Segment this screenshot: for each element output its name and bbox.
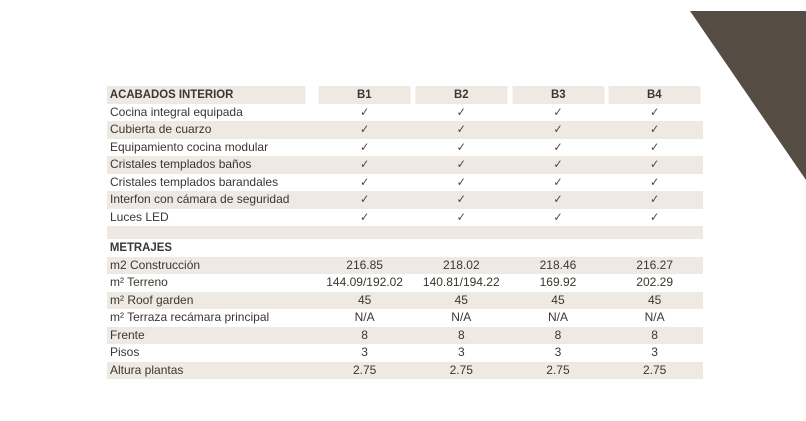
checkmark-icon: ✓ <box>316 191 413 209</box>
row-label: Cristales templados barandales <box>110 174 279 189</box>
checkmark-icon: ✓ <box>316 121 413 139</box>
checkmark-icon: ✓ <box>650 174 660 189</box>
row-label: Altura plantas <box>107 362 316 380</box>
cell-value: N/A <box>354 310 375 324</box>
checkmark-icon: ✓ <box>456 104 466 119</box>
table-row <box>107 327 703 345</box>
checkmark-icon: ✓ <box>553 139 563 154</box>
checkmark-icon: ✓ <box>360 104 370 119</box>
checkmark-icon: ✓ <box>360 139 370 154</box>
cell-value: 45 <box>510 292 607 310</box>
cell-value: N/A <box>547 310 568 324</box>
cell-value: 3 <box>651 345 658 359</box>
cell-value: 2.75 <box>606 362 703 380</box>
column-header-b4: B4 <box>609 86 701 104</box>
cell-value: 45 <box>413 292 510 310</box>
row-label: Frente <box>107 327 316 345</box>
cell-value: 216.85 <box>316 257 413 275</box>
row-label: Luces LED <box>110 209 169 224</box>
checkmark-icon: ✓ <box>360 209 370 224</box>
row-label: Interfon con cámara de seguridad <box>107 191 316 209</box>
checkmark-icon: ✓ <box>456 174 466 189</box>
table-row <box>107 257 703 275</box>
acabados-header-row <box>107 86 703 104</box>
table-row <box>107 139 703 157</box>
cell-value: 45 <box>606 292 703 310</box>
table-row <box>107 274 703 292</box>
table-row <box>107 309 703 327</box>
row-label: Equipamiento cocina modular <box>110 139 269 154</box>
table-row <box>107 362 703 380</box>
row-label: Cubierta de cuarzo <box>107 121 316 139</box>
row-label: Pisos <box>110 345 140 359</box>
row-label: m² Terreno <box>110 275 168 289</box>
cell-value: N/A <box>451 310 472 324</box>
acabados-section <box>107 86 703 226</box>
row-label: m2 Construcción <box>107 257 316 275</box>
row-label: m² Terraza recámara principal <box>110 310 270 324</box>
cell-value: 169.92 <box>539 275 577 289</box>
metrajes-header-row <box>107 239 703 257</box>
cell-value: 218.02 <box>413 257 510 275</box>
column-header-b1: B1 <box>319 86 411 104</box>
metrajes-section <box>107 226 703 379</box>
checkmark-icon: ✓ <box>553 174 563 189</box>
checkmark-icon: ✓ <box>606 121 703 139</box>
table-row <box>107 174 703 192</box>
table-row <box>107 104 703 122</box>
acabados-header: ACABADOS INTERIOR <box>107 86 306 104</box>
cell-value: 218.46 <box>510 257 607 275</box>
spec-table <box>107 86 703 379</box>
checkmark-icon: ✓ <box>413 191 510 209</box>
checkmark-icon: ✓ <box>650 139 660 154</box>
cell-value: 2.75 <box>413 362 510 380</box>
metrajes-header: METRAJES <box>109 240 172 254</box>
cell-value: 8 <box>316 327 413 345</box>
checkmark-icon: ✓ <box>456 209 466 224</box>
cell-value: 45 <box>316 292 413 310</box>
row-label: Cocina integral equipada <box>110 104 243 119</box>
cell-value: 3 <box>457 345 465 359</box>
cell-value: 2.75 <box>510 362 607 380</box>
cell-value: 202.29 <box>636 275 673 289</box>
column-header-b2: B2 <box>415 86 507 104</box>
divider-cell <box>107 226 703 239</box>
checkmark-icon: ✓ <box>510 121 607 139</box>
cell-value: 8 <box>606 327 703 345</box>
row-label: Cristales templados baños <box>107 156 316 174</box>
table-row <box>107 156 703 174</box>
table-row <box>107 292 703 310</box>
section-divider <box>107 226 703 239</box>
checkmark-icon: ✓ <box>650 209 660 224</box>
checkmark-icon: ✓ <box>606 156 703 174</box>
checkmark-icon: ✓ <box>360 174 370 189</box>
checkmark-icon: ✓ <box>510 156 607 174</box>
cell-value: 216.27 <box>606 257 703 275</box>
cell-value: N/A <box>644 310 665 324</box>
checkmark-icon: ✓ <box>316 156 413 174</box>
cell-value: 144.09/192.02 <box>326 275 403 289</box>
checkmark-icon: ✓ <box>553 209 563 224</box>
checkmark-icon: ✓ <box>510 191 607 209</box>
checkmark-icon: ✓ <box>413 156 510 174</box>
checkmark-icon: ✓ <box>650 104 660 119</box>
cell-value: 8 <box>413 327 510 345</box>
checkmark-icon: ✓ <box>413 121 510 139</box>
cell-value: 2.75 <box>316 362 413 380</box>
checkmark-icon: ✓ <box>456 139 466 154</box>
column-header-b3: B3 <box>512 86 604 104</box>
cell-value: 140.81/194.22 <box>422 275 500 289</box>
table-row <box>107 344 703 362</box>
cell-value: 8 <box>510 327 607 345</box>
table-row <box>107 121 703 139</box>
cell-value: 3 <box>554 345 562 359</box>
table-row <box>107 209 703 227</box>
row-label: m² Roof garden <box>107 292 316 310</box>
checkmark-icon: ✓ <box>553 104 563 119</box>
table-row <box>107 191 703 209</box>
checkmark-icon: ✓ <box>606 191 703 209</box>
cell-value: 3 <box>361 345 368 359</box>
